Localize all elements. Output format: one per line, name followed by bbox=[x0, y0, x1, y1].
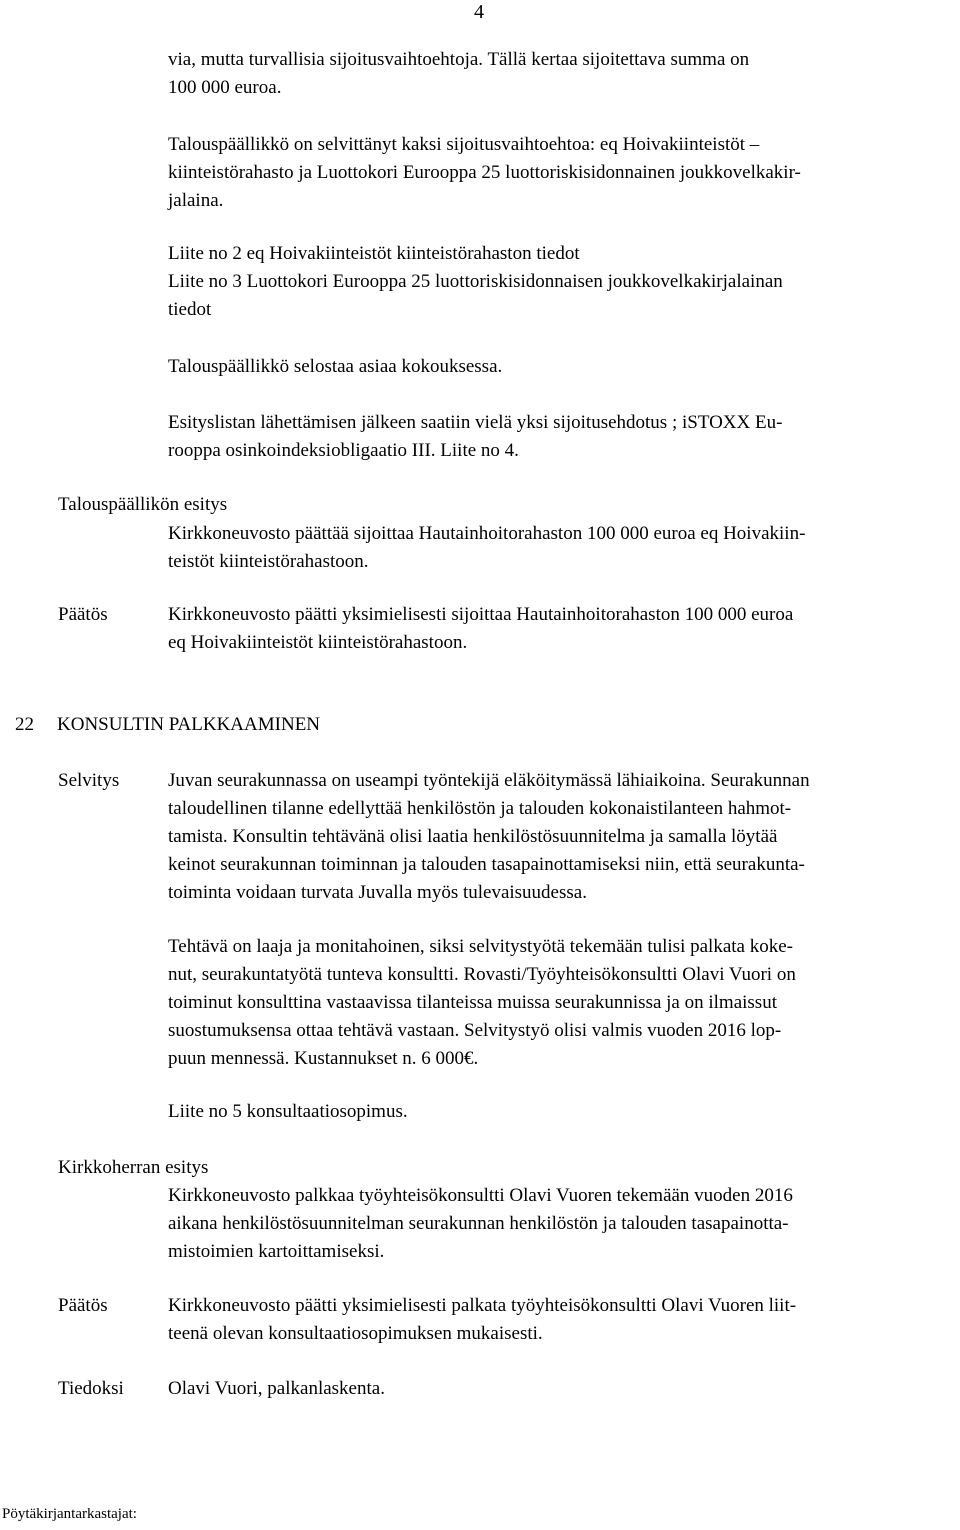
intro-line-1: via, mutta turvallisia sijoitusvaihtoehtoja. Tällä kertaa sijoitettava summa on bbox=[168, 49, 750, 70]
options-line-3: jalaina. bbox=[168, 190, 224, 211]
attachment-line-3: tiedot bbox=[168, 299, 212, 320]
decision1-line-2: eq Hoivakiinteistöt kiinteistörahastoon. bbox=[168, 632, 468, 653]
section-heading bbox=[15, 711, 320, 739]
proposal1-line-2: teistöt kiinteistörahastoon. bbox=[168, 551, 369, 572]
explanation-p2-line-3: toiminut konsulttina vastaavissa tilanteissa muissa seurakunnissa ja on ilmaissut bbox=[168, 992, 777, 1013]
notice-label: Tiedoksi bbox=[58, 1378, 124, 1399]
explanation-p2-line-4: suostumuksensa ottaa tehtävä vastaan. Selvitystyö olisi valmis vuoden 2016 lop- bbox=[168, 1020, 782, 1041]
decision2-label: Päätös bbox=[58, 1295, 108, 1316]
proposal1-label: Talouspäällikön esitys bbox=[58, 494, 228, 515]
page-number: 4 bbox=[474, 1, 484, 23]
additional-line-1: Esityslistan lähettämisen jälkeen saatiin vielä yksi sijoitusehdotus ; iSTOXX Eu- bbox=[168, 412, 783, 433]
explanation-p2-line-1: Tehtävä on laaja ja monitahoinen, siksi selvitystyötä tekemään tulisi palkata koke- bbox=[168, 936, 793, 957]
options-line-1: Talouspäällikkö on selvittänyt kaksi sijoitusvaihtoehtoa: eq Hoivakiinteistöt – bbox=[168, 134, 760, 155]
notice-text: Olavi Vuori, palkanlaskenta. bbox=[168, 1378, 385, 1399]
proposal2-line-1: Kirkkoneuvosto palkkaa työyhteisökonsultti Olavi Vuoren tekemään vuoden 2016 bbox=[168, 1185, 793, 1206]
attachment-line-2: Liite no 3 Luottokori Eurooppa 25 luottoriskisidonnaisen joukkovelkakirjalainan bbox=[168, 271, 783, 292]
decision2-line-2: teenä olevan konsultaatiosopimuksen mukaisesti. bbox=[168, 1323, 543, 1344]
explanation-p1-line-4: keinot seurakunnan toiminnan ja talouden tasapainottamiseksi niin, että seurakunta- bbox=[168, 854, 805, 875]
decision1-line-1: Kirkkoneuvosto päätti yksimielisesti sijoittaa Hautainhoitorahaston 100 000 euroa bbox=[168, 604, 794, 625]
additional-line-2: rooppa osinkoindeksiobligaatio III. Liite no 4. bbox=[168, 440, 519, 461]
explanation-p2-line-2: nut, seurakuntatyötä tunteva konsultti. Rovasti/Työyhteisökonsultti Olavi Vuori on bbox=[168, 964, 796, 985]
proposal1-line-1: Kirkkoneuvosto päättää sijoittaa Hautainhoitorahaston 100 000 euroa eq Hoivakiin- bbox=[168, 523, 806, 544]
decision2-line-1: Kirkkoneuvosto päätti yksimielisesti palkata työyhteisökonsultti Olavi Vuoren liit- bbox=[168, 1295, 797, 1316]
explanation-p1-line-2: taloudellinen tilanne edellyttää henkilöstön ja talouden kokonaistilanteen hahmot- bbox=[168, 798, 792, 819]
explanation-attachment: Liite no 5 konsultaatiosopimus. bbox=[168, 1101, 408, 1122]
proposal2-line-2: aikana henkilöstösuunnitelman seurakunnan henkilöstön ja talouden tasapainotta- bbox=[168, 1213, 789, 1234]
explanation-p2-line-5: puun mennessä. Kustannukset n. 6 000€. bbox=[168, 1048, 479, 1069]
intro-line-2: 100 000 euroa. bbox=[168, 77, 282, 98]
options-line-2: kiinteistörahasto ja Luottokori Eurooppa 25 luottoriskisidonnainen joukkovelkakir- bbox=[168, 162, 801, 183]
proposal2-label: Kirkkoherran esitys bbox=[58, 1157, 209, 1178]
attachment-line-1: Liite no 2 eq Hoivakiinteistöt kiinteistörahaston tiedot bbox=[168, 243, 580, 264]
explanation-p1-line-1: Juvan seurakunnassa on useampi työntekijä eläköitymässä lähiaikoina. Seurakunnan bbox=[168, 770, 810, 791]
reviewers-footer: Pöytäkirjantarkastajat: bbox=[2, 1506, 137, 1522]
section-title: KONSULTIN PALKKAAMINEN bbox=[57, 714, 321, 735]
explanation-p1-line-3: tamista. Konsultin tehtävänä olisi laatia henkilöstösuunnitelma ja samalla löytää bbox=[168, 826, 778, 847]
presentation-text: Talouspäällikkö selostaa asiaa kokouksessa. bbox=[168, 356, 503, 377]
explanation-p1-line-5: toiminta voidaan turvata Juvalla myös tulevaisuudessa. bbox=[168, 882, 587, 903]
decision1-label: Päätös bbox=[58, 604, 108, 625]
explanation-label: Selvitys bbox=[58, 770, 120, 791]
proposal2-line-3: mistoimien kartoittamiseksi. bbox=[168, 1241, 385, 1262]
section-number: 22 bbox=[15, 714, 34, 735]
